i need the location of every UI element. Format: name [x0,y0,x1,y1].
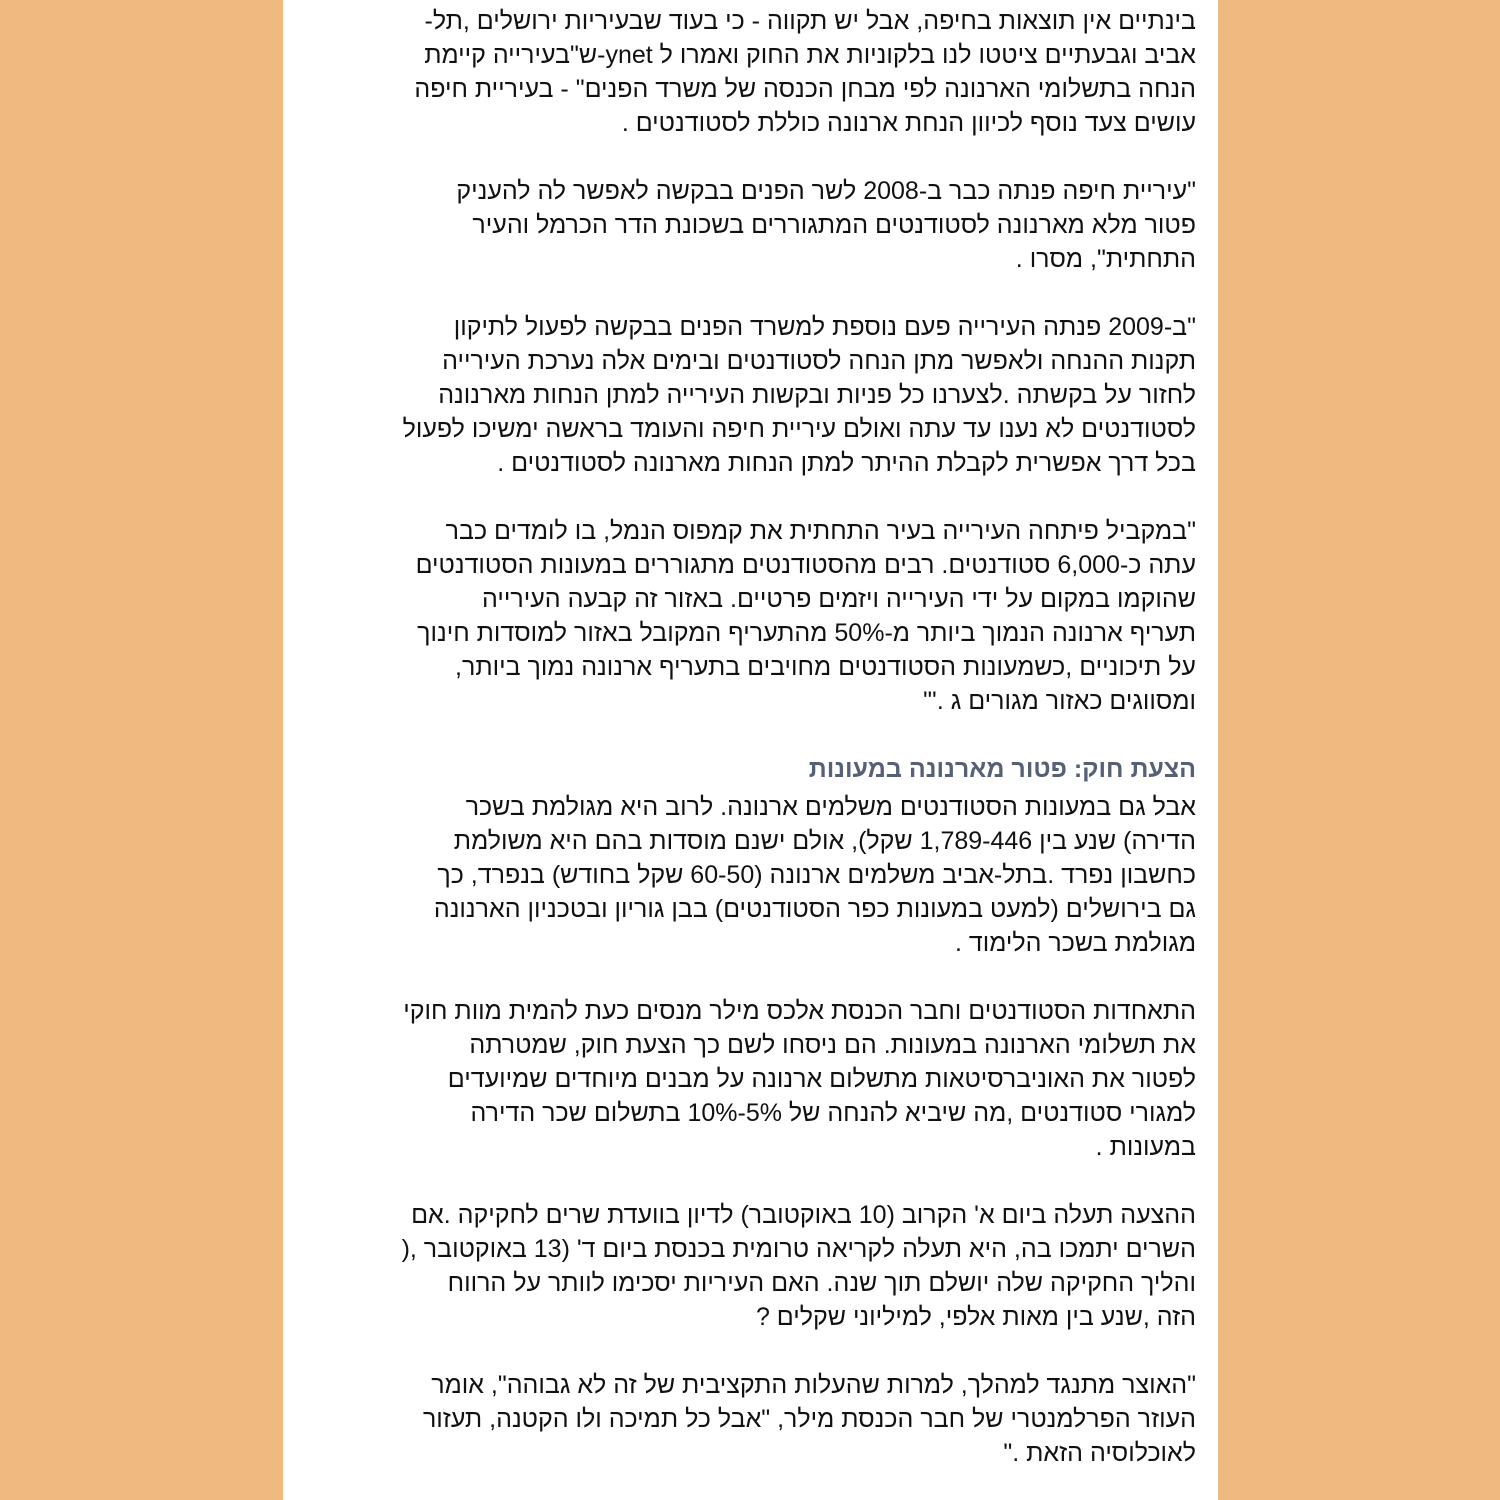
section-heading: הצעת חוק: פטור מארנונה במעונות [808,755,1196,783]
text-line: ומסווגים כאזור מגורים ג .'" [923,687,1196,715]
text-line: אבל גם במעונות הסטודנטים משלמים ארנונה. לרוב היא מגולמת בשכר [465,793,1196,821]
article-paragraph-6 [296,994,1196,1164]
text-line: תעריף ארנונה הנמוך ביותר מ-50% מהתעריף המקובל באזור למוסדות חינוך [417,619,1196,647]
text-line: התחתית", מסרו . [1015,245,1196,273]
document-page [283,0,1218,1500]
text-line: "עיריית חיפה פנתה כבר ב-2008 לשר הפנים בבקשה לאפשר לה להעניק [456,177,1196,205]
text-line: במעונות . [1095,1133,1196,1161]
text-line: לסטודנטים לא נענו עד עתה ואולם עיריית חיפה והעומד בראשה ימשיכו לפעול [402,415,1196,443]
text-line: למגורי סטודנטים ,מה שיביא להנחה של 5%-10% בתשלום שכר הדירה [470,1099,1196,1127]
text-line: את תשלומי הארנונה במעונות. הם ניסחו לשם כך הצעת חוק, שמטרתה [469,1031,1196,1059]
text-line: העוזר הפרלמנטרי של חבר הכנסת מילר, "אבל כל תמיכה ולו הקטנה, תעזור [422,1405,1196,1433]
text-line: בכל דרך אפשרית לקבלת ההיתר למתן הנחות מארנונה לסטודנטים . [497,449,1196,477]
article-paragraph-4 [296,514,1196,718]
text-line: השרים יתמכו בה, היא תעלה לקריאה טרומית בכנסת ביום ד' (13 באוקטובר ,( [401,1235,1196,1263]
text-line: מגולמת בשכר הלימוד . [954,929,1196,957]
article-paragraph-8 [296,1368,1196,1470]
text-line: על תיכוניים ,כשמעונות הסטודנטים מחויבים בתעריף ארנונה נמוך ביותר, [455,653,1196,681]
text-line: כחשבון נפרד .בתל-אביב משלמים ארנונה (60-50 שקל בחודש) בנפרד, כך [437,861,1196,889]
text-line: גם בירושלים (למעט במעונות כפר הסטודנטים) בבן גוריון ובטכניון הארנונה [433,895,1196,923]
text-line: והליך החקיקה שלה יושלם תוך שנה. האם העיריות יסכימו לוותר על הרווח [447,1269,1196,1297]
text-line: תקנות ההנחה ולאפשר מתן הנחה לסטודנטים ובימים אלה נערכת העירייה [442,347,1196,375]
text-line: שהוקמו במקום על ידי העירייה ויזמים פרטיים. באזור זה קבעה העירייה [482,585,1196,613]
text-line: הנחה בתשלומי הארנונה לפי מבחן הכנסה של משרד הפנים" - בעיריית חיפה [414,75,1196,103]
article-paragraph-2 [296,174,1196,276]
article-paragraph-3 [296,310,1196,480]
text-line: פטור מלא מארנונה לסטודנטים המתגוררים בשכונת הדר הכרמל והעיר [472,211,1196,239]
text-line: "ב-2009 פנתה העירייה פעם נוספת למשרד הפנים בבקשה לפעול לתיקון [453,313,1196,341]
text-line: אביב וגבעתיים ציטטו לנו בלקוניות את החוק ואמרו ל ynet-ש"בעירייה קיימת [424,41,1196,69]
article-column [296,4,1196,1500]
article-paragraph-5 [296,790,1196,960]
article-paragraph-1 [296,4,1196,140]
text-line: התאחדות הסטודנטים וחבר הכנסת אלכס מילר מנסים כעת להמית מוות חוקי [403,997,1196,1025]
text-line: "במקביל פיתחה העירייה בעיר התחתית את קמפוס הנמל, בו לומדים כבר [445,517,1196,545]
article-paragraph-7 [296,1198,1196,1334]
text-line: הדירה) שנע בין 1,789-446 שקל), אולם ישנם מוסדות בהם היא משולמת [453,827,1196,855]
text-line: לחזור על בקשתה .לצערנו כל פניות ובקשות העירייה למתן הנחות מארנונה [438,381,1196,409]
text-line: "האוצר מתנגד למהלך, למרות שהעלות התקציבית של זה לא גבוהה", אומר [431,1371,1196,1399]
text-line: בינתיים אין תוצאות בחיפה, אבל יש תקווה - כי בעוד שבעיריות ירושלים ,תל- [424,7,1196,35]
text-line: הזה ,שנע בין מאות אלפי, למיליוני שקלים ? [755,1303,1196,1331]
text-line: עתה כ-6,000 סטודנטים. רבים מהסטודנטים מתגוררים במעונות הסטודנטים [415,551,1196,579]
text-line: לפטור את האוניברסיטאות מתשלום ארנונה על מבנים מיוחדים שמיועדים [447,1065,1196,1093]
text-line: לאוכלוסיה הזאת ." [1003,1439,1196,1467]
text-line: עושים צעד נוסף לכיוון הנחת ארנונה כוללת לסטודנטים . [621,109,1196,137]
text-line: ההצעה תעלה ביום א' הקרוב (10 באוקטובר) לדיון בוועדת שרים לחקיקה .אם [411,1201,1196,1229]
